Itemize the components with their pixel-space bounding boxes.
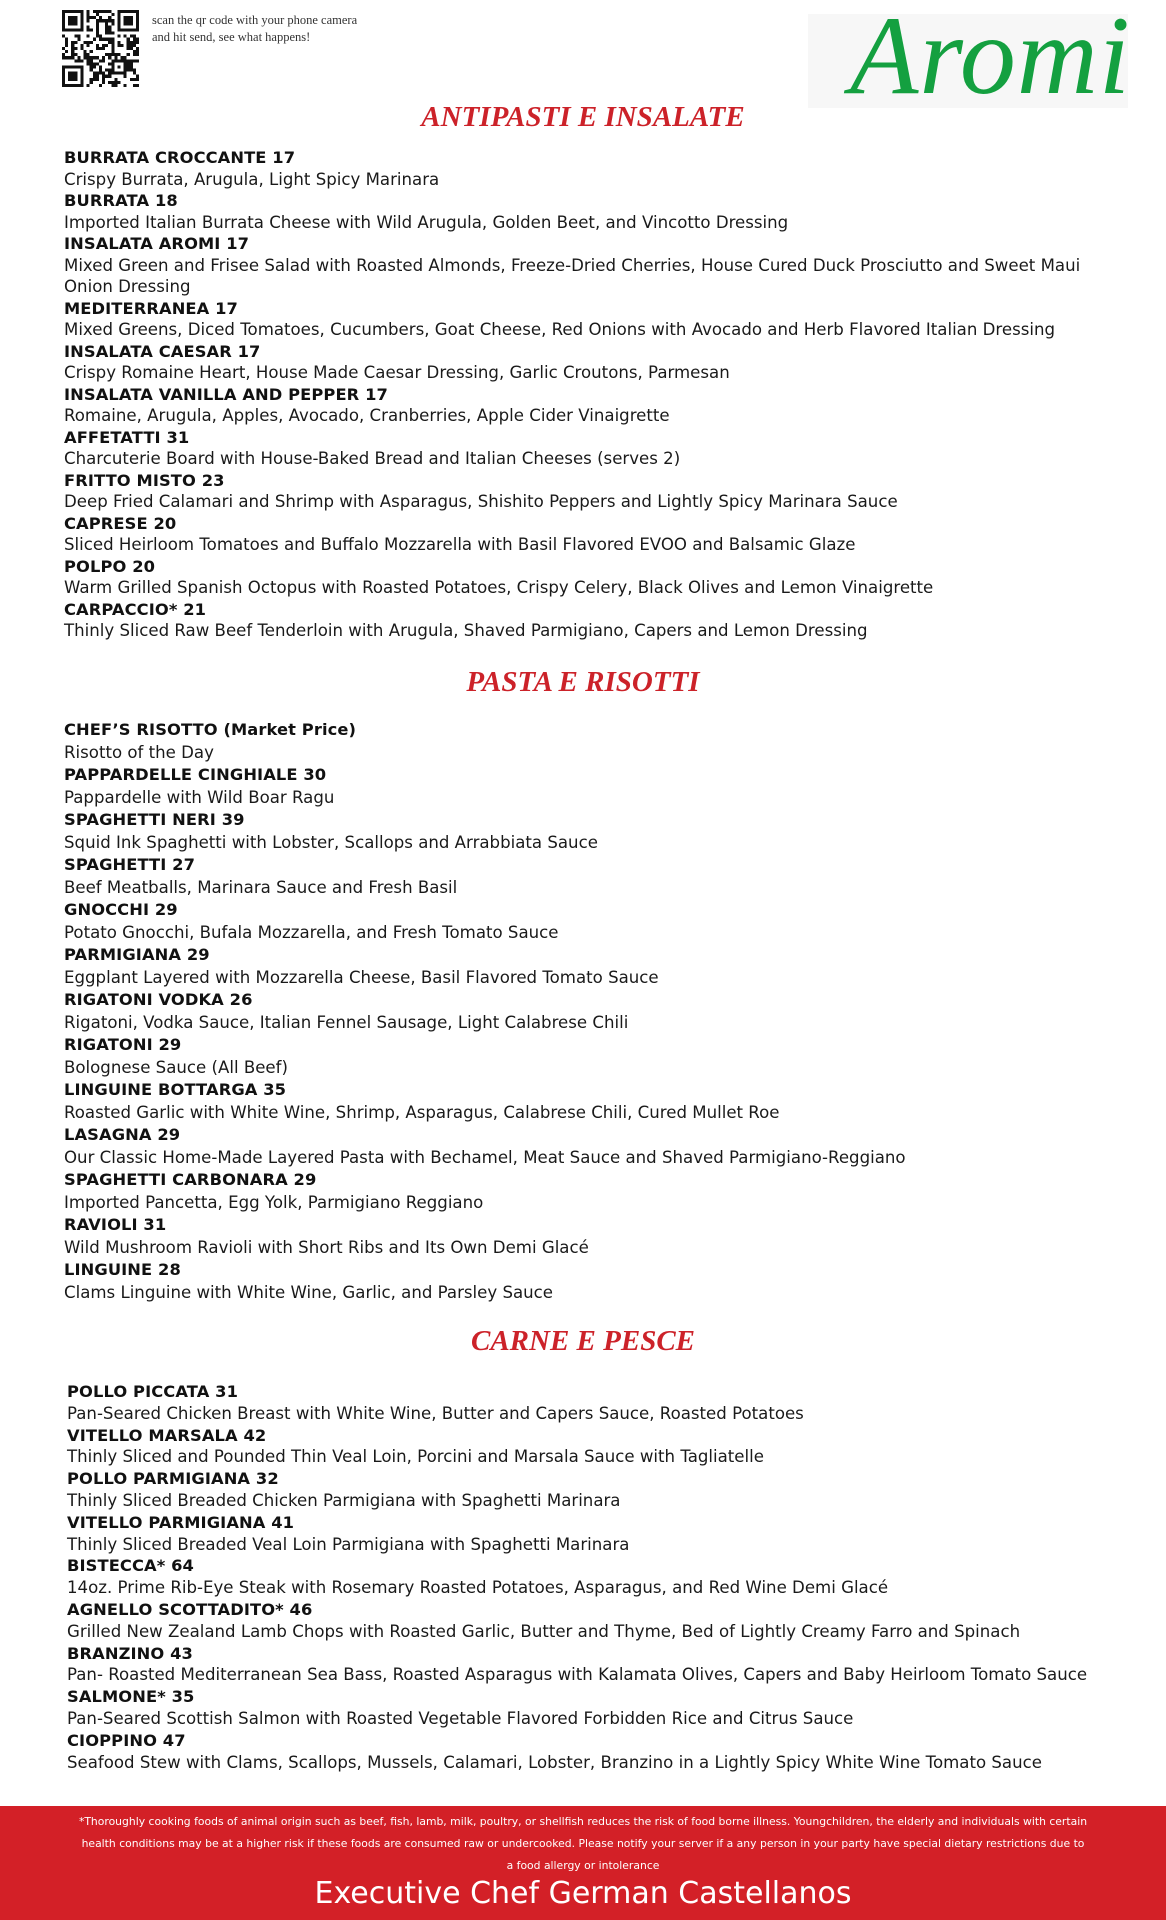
qr-caption-line2: and hit send, see what happens!	[152, 30, 311, 44]
menu-item-name: SPAGHETTI 27	[64, 855, 196, 874]
menu-item-name: AGNELLO SCOTTADITO* 46	[67, 1599, 313, 1619]
menu-item-name: CAPRESE 20	[64, 513, 177, 533]
menu-item	[67, 1381, 1127, 1425]
menu-item-name: BISTECCA* 64	[67, 1556, 194, 1576]
menu-item-name: LASAGNA 29	[64, 1125, 181, 1144]
menu-item-name: PARMIGIANA 29	[64, 945, 210, 964]
qr-caption	[152, 12, 412, 46]
menu-item	[64, 1259, 1124, 1304]
menu-item-description: Pan-Seared Scottish Salmon with Roasted Vegetable Flavored Forbidden Rice and Citrus Sauce	[67, 1708, 854, 1728]
menu-item-name: PAPPARDELLE CINGHIALE 30	[64, 765, 327, 784]
pasta-list	[64, 719, 1124, 1304]
menu-item-description: Charcuterie Board with House-Baked Bread and Italian Cheeses (serves 2)	[64, 449, 681, 468]
carne-list	[67, 1381, 1127, 1773]
menu-item	[64, 1034, 1124, 1079]
menu-item-description: Crispy Burrata, Arugula, Light Spicy Marinara	[64, 169, 440, 189]
menu-item-description: Mixed Greens, Diced Tomatoes, Cucumbers, Goat Cheese, Red Onions with Avocado and Herb Flavored Italian Dressing	[64, 320, 1056, 339]
allergy-notice: *Thoroughly cooking foods of animal origin such as beef, fish, lamb, milk, poultry, or shellfish reduces the risk of food borne illness. Youngchildren, the elderly and individuals with certain health conditions may be at a higher risk if these foods are consumed raw or undercooked. Please notify your server if a any person in your party have special dietary restrictions due to a food allergy or intolerance	[78, 1815, 1088, 1872]
menu-item-description: Squid Ink Spaghetti with Lobster, Scallops and Arrabbiata Sauce	[64, 832, 598, 852]
section-title-carne: CARNE E PESCE	[470, 1325, 696, 1357]
menu-item-description: Mixed Green and Frisee Salad with Roasted Almonds, Freeze-Dried Cherries, House Cured Duck Prosciutto and Sweet Maui Onion Dressing	[64, 255, 1081, 296]
menu-item-name: SPAGHETTI CARBONARA 29	[64, 1170, 317, 1189]
menu-item-name: LINGUINE BOTTARGA 35	[64, 1080, 287, 1099]
qr-code	[62, 10, 139, 87]
menu-item	[67, 1468, 1127, 1512]
menu-item-name: VITELLO PARMIGIANA 41	[67, 1512, 295, 1532]
menu-item-description: Wild Mushroom Ravioli with Short Ribs and Its Own Demi Glacé	[64, 1237, 589, 1257]
antipasti-list	[64, 147, 1124, 642]
menu-item-name: POLLO PICCATA 31	[67, 1382, 239, 1401]
menu-item-name: POLLO PARMIGIANA 32	[67, 1469, 279, 1489]
menu-item-name: INSALATA CAESAR 17	[64, 341, 261, 361]
menu-item	[64, 1169, 1124, 1214]
menu-item-description: Thinly Sliced Breaded Chicken Parmigiana with Spaghetti Marinara	[67, 1490, 621, 1510]
menu-item-description: Romaine, Arugula, Apples, Avocado, Cranberries, Apple Cider Vinaigrette	[64, 406, 670, 425]
menu-item-name: POLPO 20	[64, 556, 156, 576]
menu-item-name: RAVIOLI 31	[64, 1215, 167, 1234]
menu-item-description: Pappardelle with Wild Boar Ragu	[64, 787, 335, 807]
menu-item	[64, 298, 1124, 341]
menu-item-description: Imported Italian Burrata Cheese with Wild Arugula, Golden Beet, and Vincotto Dressing	[64, 212, 789, 232]
menu-item	[64, 809, 1124, 854]
menu-item-description: Deep Fried Calamari and Shrimp with Asparagus, Shishito Peppers and Lightly Spicy Marinara Sauce	[64, 492, 898, 511]
menu-item	[67, 1512, 1127, 1556]
menu-item	[64, 1214, 1124, 1259]
menu-item-description: Thinly Sliced and Pounded Thin Veal Loin, Porcini and Marsala Sauce with Tagliatelle	[67, 1447, 764, 1467]
menu-item	[64, 341, 1124, 384]
menu-item-name: SALMONE* 35	[67, 1687, 195, 1707]
menu-item	[64, 719, 1124, 764]
menu-item-name: LINGUINE 28	[64, 1260, 181, 1279]
logo-text: Aromi	[850, 0, 1131, 118]
section-title-antipasti: ANTIPASTI E INSALATE	[421, 101, 745, 133]
menu-item-description: Crispy Romaine Heart, House Made Caesar Dressing, Garlic Croutons, Parmesan	[64, 363, 730, 382]
menu-item-name: CIOPPINO 47	[67, 1730, 186, 1750]
menu-item	[64, 190, 1124, 233]
menu-item-name: BURRATA CROCCANTE 17	[64, 148, 296, 167]
menu-item	[67, 1686, 1127, 1730]
executive-chef: Executive Chef German Castellanos	[314, 1876, 852, 1911]
menu-item-description: Sliced Heirloom Tomatoes and Buffalo Mozzarella with Basil Flavored EVOO and Balsamic Glaze	[64, 535, 856, 554]
menu-item-name: VITELLO MARSALA 42	[67, 1425, 267, 1445]
menu-item-description: Grilled New Zealand Lamb Chops with Roasted Garlic, Butter and Thyme, Bed of Lightly Creamy Farro and Spinach	[67, 1621, 1021, 1641]
menu-item-description: Potato Gnocchi, Bufala Mozzarella, and Fresh Tomato Sauce	[64, 922, 559, 942]
menu-item	[64, 513, 1124, 556]
menu-item-description: Our Classic Home-Made Layered Pasta with Bechamel, Meat Sauce and Shaved Parmigiano-Reggiano	[64, 1147, 906, 1167]
menu-item	[64, 556, 1124, 599]
menu-item-name: CHEF’S RISOTTO (Market Price)	[64, 720, 357, 739]
menu-item-description: Warm Grilled Spanish Octopus with Roasted Potatoes, Crispy Celery, Black Olives and Lemon Vinaigrette	[64, 578, 934, 597]
menu-item	[64, 427, 1124, 470]
menu-item-description: Roasted Garlic with White Wine, Shrimp, Asparagus, Calabrese Chili, Cured Mullet Roe	[64, 1102, 780, 1122]
menu-item	[64, 470, 1124, 513]
menu-item-description: Beef Meatballs, Marinara Sauce and Fresh Basil	[64, 877, 458, 897]
menu-item-description: Bolognese Sauce (All Beef)	[64, 1057, 288, 1077]
menu-item-description: Thinly Sliced Breaded Veal Loin Parmigiana with Spaghetti Marinara	[67, 1534, 630, 1554]
menu-item-description: Pan-Seared Chicken Breast with White Wine, Butter and Capers Sauce, Roasted Potatoes	[67, 1403, 804, 1423]
qr-caption-line1: scan the qr code with your phone camera	[152, 13, 358, 27]
menu-item	[64, 384, 1124, 427]
menu-item	[64, 233, 1124, 298]
menu-item-name: BRANZINO 43	[67, 1643, 193, 1663]
menu-item-name: MEDITERRANEA 17	[64, 298, 238, 318]
menu-item	[64, 1079, 1124, 1124]
menu-item-name: RIGATONI 29	[64, 1035, 182, 1054]
menu-item	[64, 599, 1124, 642]
menu-item	[67, 1555, 1127, 1599]
menu-item-name: INSALATA AROMI 17	[64, 234, 250, 253]
menu-item-description: Eggplant Layered with Mozzarella Cheese, Basil Flavored Tomato Sauce	[64, 967, 659, 987]
menu-item	[67, 1599, 1127, 1643]
menu-item-description: Pan- Roasted Mediterranean Sea Bass, Roasted Asparagus with Kalamata Olives, Capers and Baby Heirloom Tomato Sauce	[67, 1665, 1088, 1685]
menu-item	[64, 764, 1124, 809]
menu-item-description: Clams Linguine with White Wine, Garlic, and Parsley Sauce	[64, 1282, 554, 1302]
menu-item-description: Rigatoni, Vodka Sauce, Italian Fennel Sausage, Light Calabrese Chili	[64, 1012, 629, 1032]
footer	[0, 1806, 1166, 1920]
menu-item-name: INSALATA VANILLA AND PEPPER 17	[64, 384, 388, 404]
menu-item-description: Risotto of the Day	[64, 742, 214, 762]
menu-item-name: FRITTO MISTO 23	[64, 470, 225, 490]
menu-item	[64, 989, 1124, 1034]
menu-item-name: SPAGHETTI NERI 39	[64, 810, 245, 829]
menu-item-name: RIGATONI VODKA 26	[64, 990, 253, 1009]
menu-item	[64, 147, 1124, 190]
menu-item	[64, 944, 1124, 989]
menu-item	[67, 1730, 1127, 1774]
section-title-pasta: PASTA E RISOTTI	[466, 666, 700, 698]
menu-item-name: CARPACCIO* 21	[64, 599, 207, 619]
menu-item-name: AFFETATTI 31	[64, 427, 190, 447]
menu-item	[67, 1425, 1127, 1469]
menu-item-description: Seafood Stew with Clams, Scallops, Mussels, Calamari, Lobster, Branzino in a Lightly Spicy White Wine Tomato Sauce	[67, 1752, 1042, 1772]
menu-item	[64, 1124, 1124, 1169]
aromi-logo	[808, 0, 1131, 118]
menu-item-name: GNOCCHI 29	[64, 900, 178, 919]
menu-item-description: Thinly Sliced Raw Beef Tenderloin with Arugula, Shaved Parmigiano, Capers and Lemon Dressing	[64, 621, 868, 640]
menu-item-description: 14oz. Prime Rib-Eye Steak with Rosemary Roasted Potatoes, Asparagus, and Red Wine Demi Glacé	[67, 1578, 889, 1598]
menu-item-name: BURRATA 18	[64, 191, 178, 210]
menu-item	[64, 899, 1124, 944]
menu-item-description: Imported Pancetta, Egg Yolk, Parmigiano Reggiano	[64, 1192, 484, 1212]
menu-item	[64, 854, 1124, 899]
menu-item	[67, 1643, 1127, 1687]
